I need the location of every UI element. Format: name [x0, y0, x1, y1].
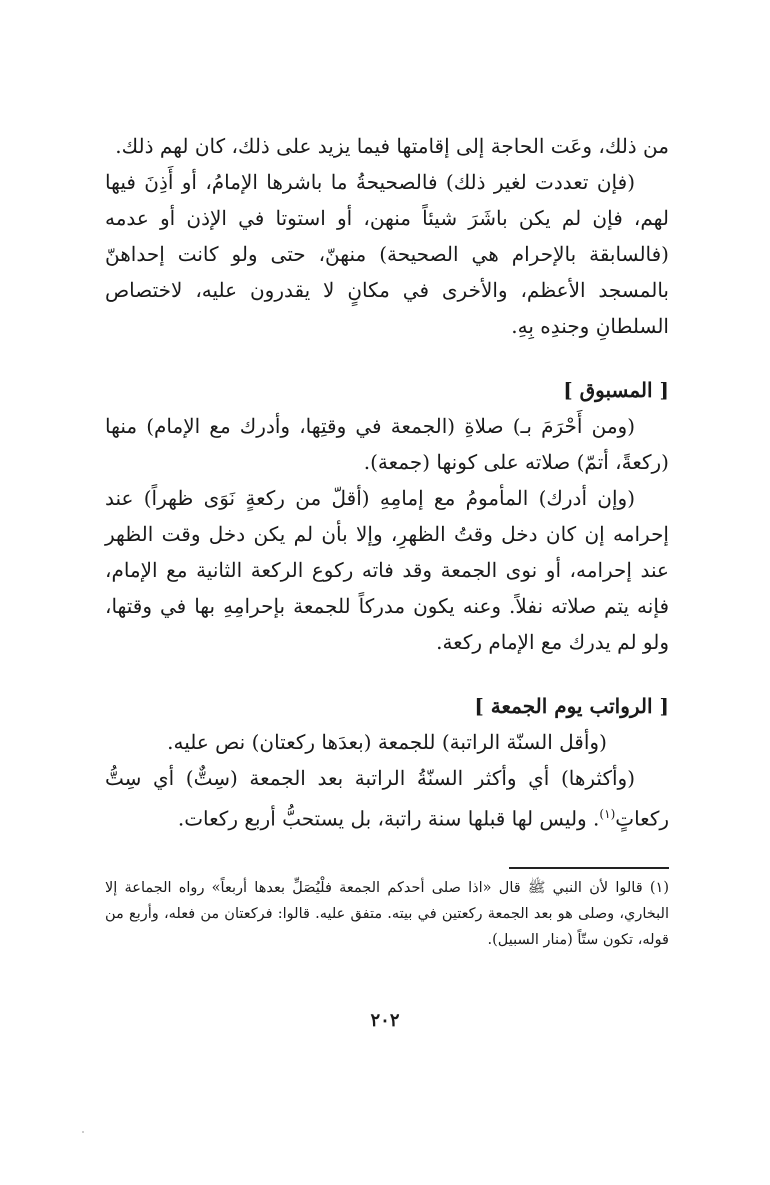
rawatib-max-text: (وأكثرها) أي وأكثر السنّةُ الراتبة بعد الجمعة (سِتٌّ) أي سِتُّ ركعاتٍ [105, 766, 669, 831]
footnote-1: (١) قالوا لأن النبي ﷺ قال «اذا صلى أحدكم الجمعة فلْيُصَلِّ بعدها أربعاً» رواه الجماعة إلا البخاري، وصلى هو بعد الجمعة ركعتين في بيته. متفق عليه. قالوا: فركعتان من فعله، وأربع من قوله، تكون ستّاً (منار السبيل). [105, 879, 669, 948]
footnote-divider [509, 867, 669, 869]
paragraph-masbuq-1: (ومن أَحْرَمَ بـ) صلاةِ (الجمعة في وقتِها، وأدرك مع الإمام) منها (ركعةً، أتمّ) صلاته على كونها (جمعة). [105, 414, 669, 474]
paragraph-masbuq-2: (وإن أدرك) المأمومُ مع إمامِهِ (أقلّ من ركعةٍ نَوَى ظهراً) عند إحرامه إن كان دخل وقتُ الظهرِ، وإلا بأن لم يكن دخل وقت الظهر عند إحرامه، أو نوى الجمعة وقد فاته ركوع الركعة الثانية مع الإمام، فإنه يتم صلاته نفلاً. وعنه يكون مدركاً للجمعة بإحرامِهِ بها في وقتها، ولو لم يدرك مع الإمام ركعة. [105, 486, 669, 654]
paragraph-intro: من ذلك، وعَت الحاجة إلى إقامتها فيما يزيد على ذلك، كان لهم ذلك. [115, 134, 669, 158]
paragraph-rawatib-min: (وأقل السنّة الراتبة) للجمعة (بعدَها ركعتان) نص عليه. [167, 730, 607, 754]
footnote-marker[interactable]: (١) [599, 807, 616, 821]
page-number: ٢٠٢ [370, 1010, 400, 1031]
section-title-masbuq: [ المسبوق ] [563, 378, 669, 402]
section-title-rawatib: [ الرواتب يوم الجمعة ] [474, 694, 669, 718]
scan-speck [82, 1131, 84, 1133]
paragraph-multiple-jumua: (فإن تعددت لغير ذلك) فالصحيحةُ ما باشرها الإمامُ، أو أَذِنَ فيها لهم، فإن لم يكن باشَرَ شيئاً منهن، أو استوتا في الإذن أو عدمه (فالسابقة بالإحرام هي الصحيحة) منهنّ، حتى ولو كانت إحداهنّ بالمسجد الأعظم، والأخرى في مكانٍ لا يقدرون عليه، لاختصاص السلطانِ وجندِه بِهِ. [105, 170, 669, 338]
rawatib-tail-text: . وليس لها قبلها سنة راتبة، بل يستحبُّ أربع ركعات. [177, 806, 600, 831]
paragraph-rawatib-max [105, 760, 669, 837]
page-body [105, 128, 669, 953]
